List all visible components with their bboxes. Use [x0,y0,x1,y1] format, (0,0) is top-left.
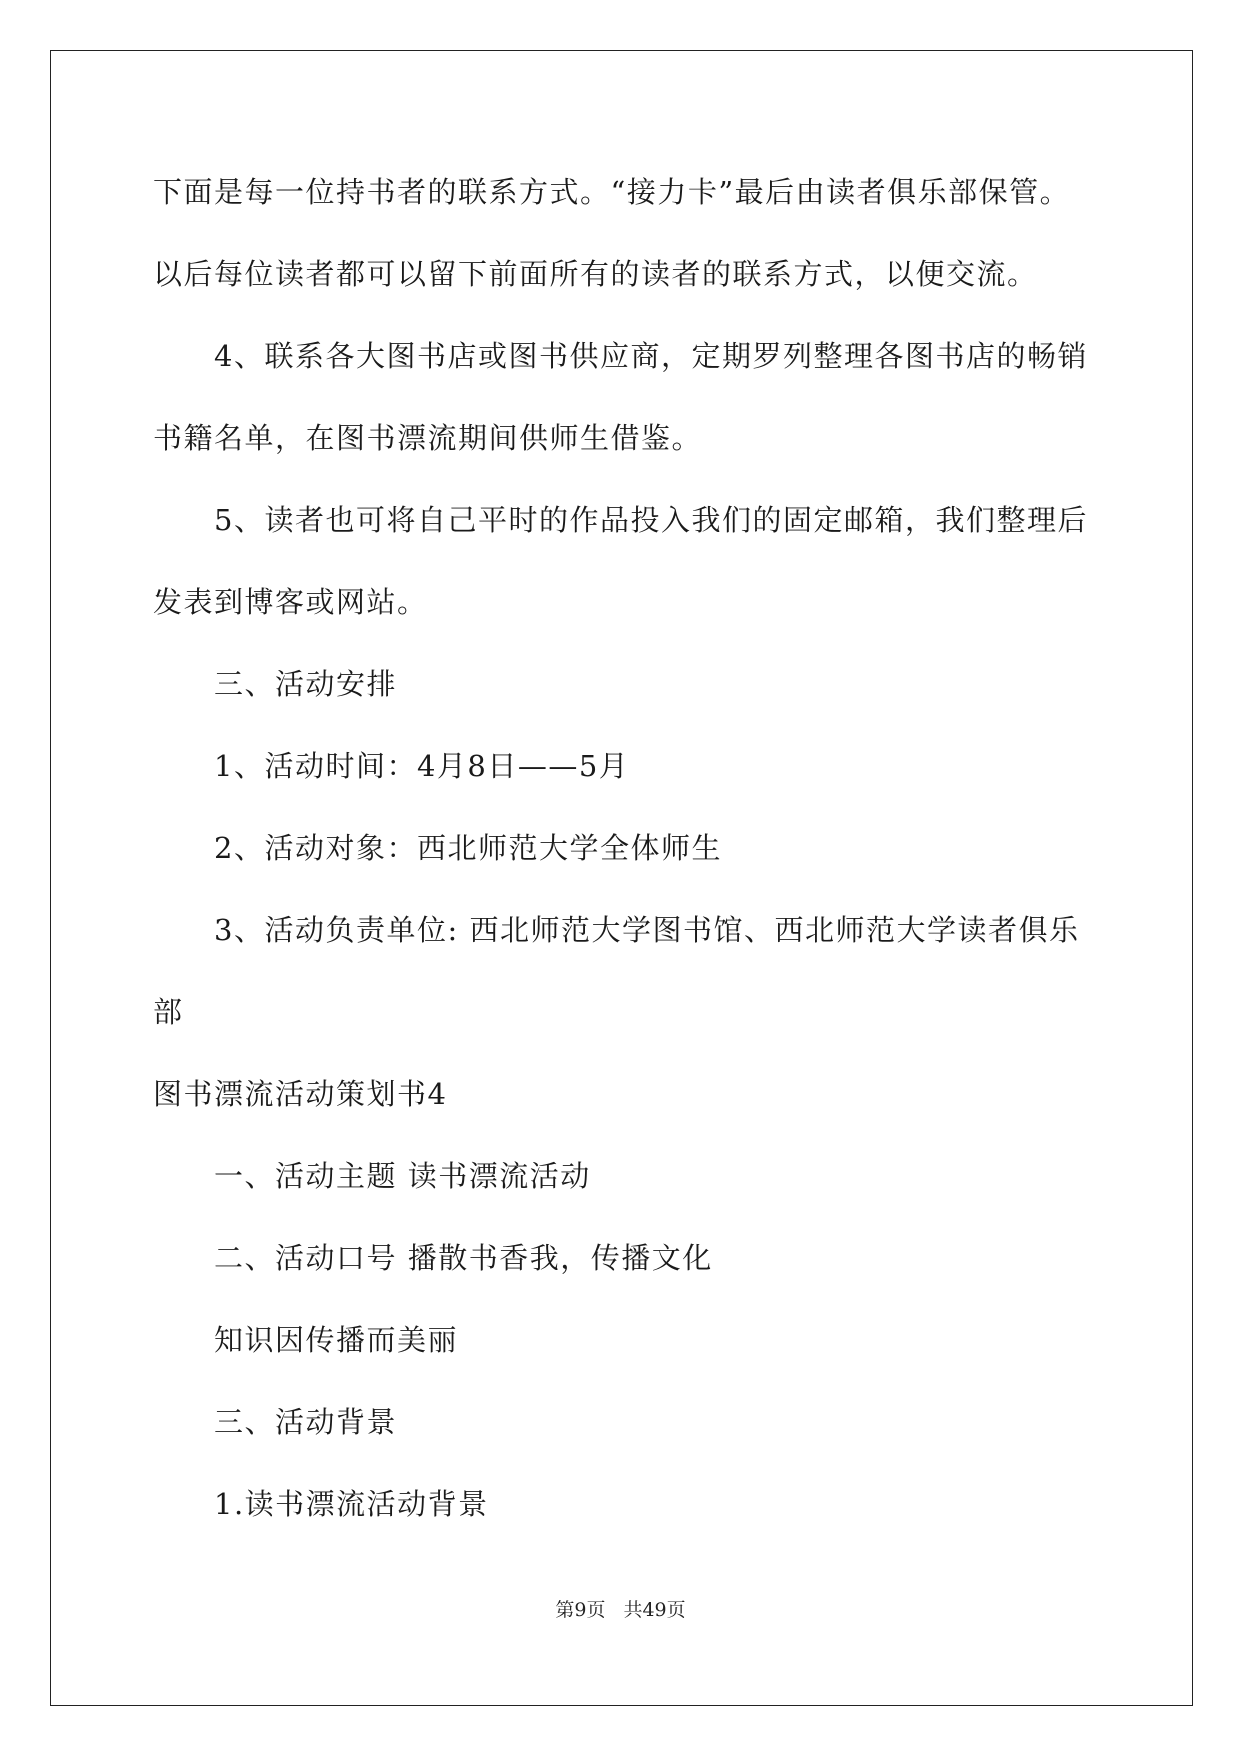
body-line-6: 发表到博客或网站。 [153,585,428,619]
page-total: 共49页 [623,1599,686,1621]
page-footer [0,1598,1241,1622]
page-number: 第9页 [555,1599,606,1621]
body-line-1: 下面是每一位持书者的联系方式。“接力卡”最后由读者俱乐部保管。 [153,175,1071,209]
section-heading-slogan: 二、活动口号 播散书香我，传播文化 [214,1241,713,1275]
body-line-5: 5、读者也可将自己平时的作品投入我们的固定邮箱，我们整理后 [214,503,1088,537]
section-heading-theme: 一、活动主题 读书漂流活动 [214,1159,591,1193]
body-line-3: 4、联系各大图书店或图书供应商，定期罗列整理各图书店的畅销 [214,339,1088,373]
document-subtitle: 图书漂流活动策划书4 [153,1077,448,1111]
section-heading-background: 三、活动背景 [214,1405,398,1439]
body-line-2: 以后每位读者都可以留下前面所有的读者的联系方式，以便交流。 [153,257,1038,291]
body-line-15: 知识因传播而美丽 [214,1323,459,1357]
body-line-17: 1.读书漂流活动背景 [214,1487,489,1521]
body-line-10: 3、活动负责单位: 西北师范大学图书馆、西北师范大学读者俱乐 [214,913,1080,947]
body-line-8: 1、活动时间：4月8日——5月 [214,749,630,783]
body-line-11: 部 [153,995,184,1029]
body-line-4: 书籍名单，在图书漂流期间供师生借鉴。 [153,421,703,455]
page-frame [50,50,1193,1706]
section-heading-activity-plan: 三、活动安排 [214,667,398,701]
body-line-9: 2、活动对象：西北师范大学全体师生 [214,831,722,865]
